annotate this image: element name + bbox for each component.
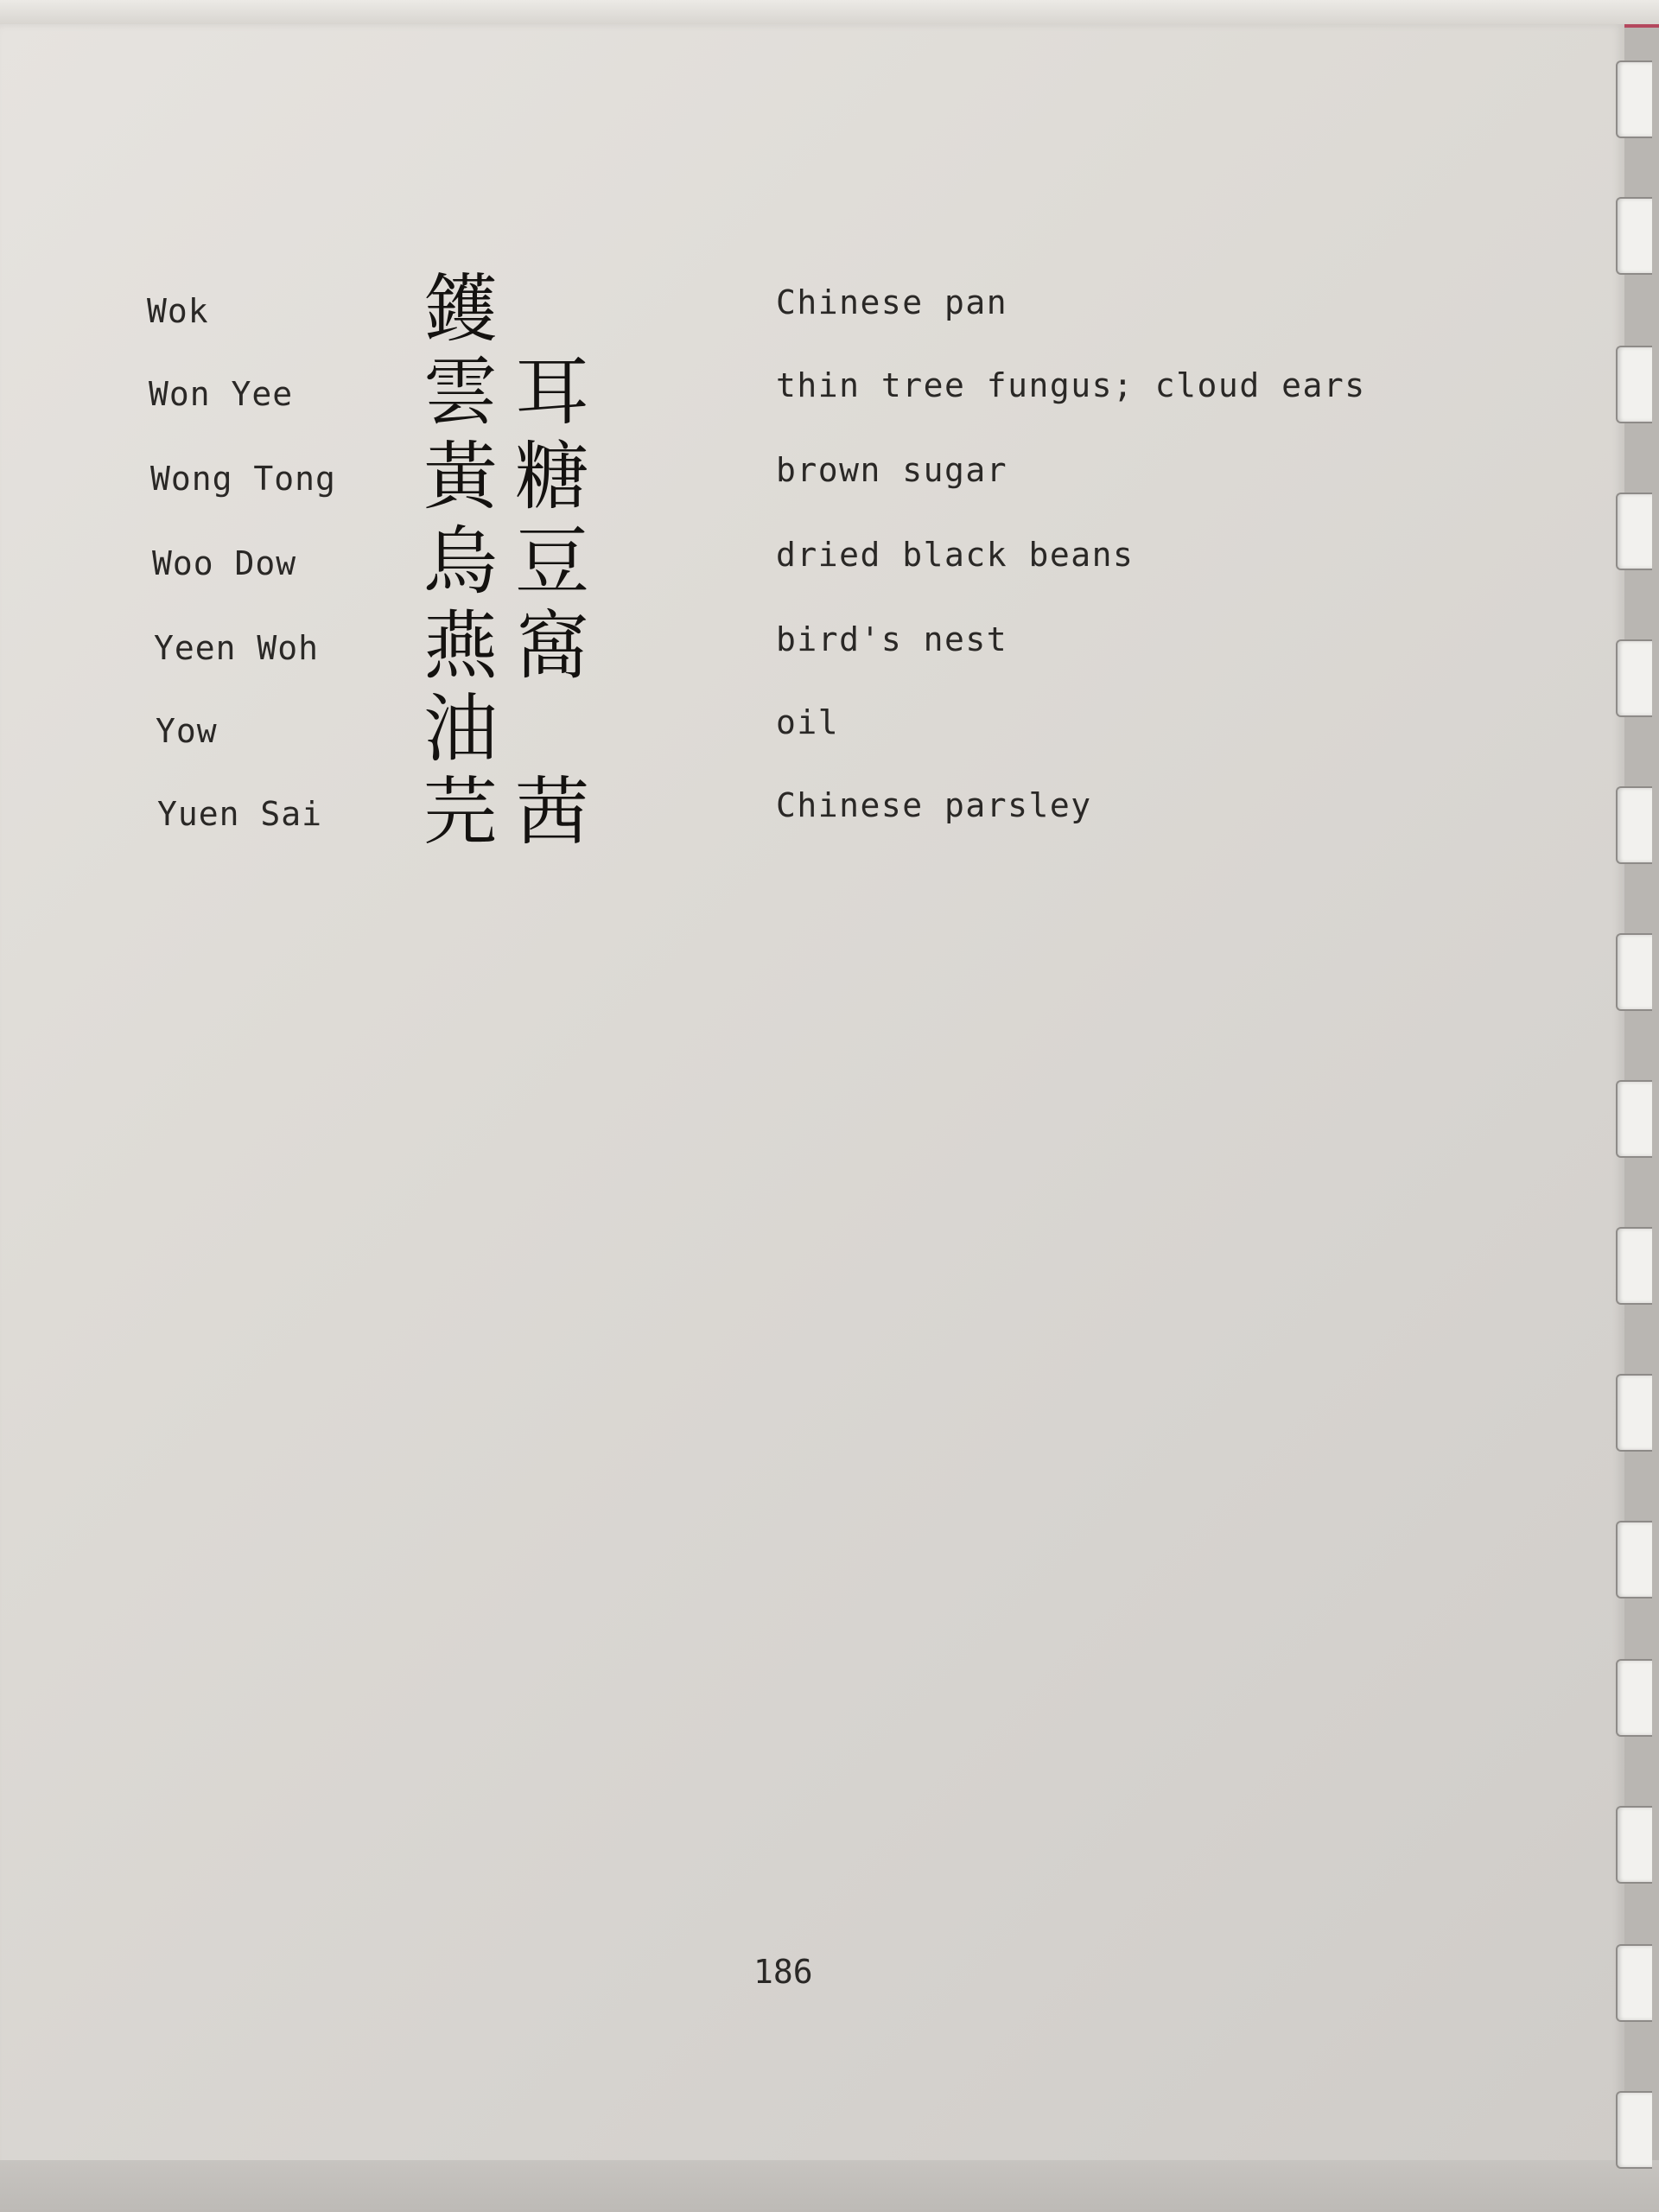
binding-hole (1616, 60, 1652, 138)
english-meaning: brown sugar (776, 451, 1008, 489)
romanized-term: Wong Tong (150, 460, 336, 498)
binding-hole (1616, 1521, 1652, 1599)
binding-hole (1616, 2091, 1652, 2169)
romanized-term: Yeen Woh (154, 629, 320, 667)
binding-hole (1616, 1080, 1652, 1158)
binding-hole (1616, 1944, 1652, 2022)
english-meaning: thin tree fungus; cloud ears (776, 366, 1366, 404)
binding-hole (1616, 493, 1652, 570)
english-meaning: Chinese parsley (776, 786, 1092, 824)
english-meaning: Chinese pan (776, 283, 1008, 321)
binding-hole (1616, 1227, 1652, 1305)
page-number: 186 (753, 1953, 813, 1991)
book-page (0, 24, 1624, 2184)
chinese-characters: 雲耳 (423, 349, 607, 435)
binding-hole (1616, 786, 1652, 864)
english-meaning: bird's nest (776, 620, 1008, 658)
glossary-entry (0, 769, 1555, 864)
glossary-entry (0, 349, 1555, 444)
english-meaning: dried black beans (776, 536, 1135, 574)
glossary-entry (0, 266, 1555, 361)
binding-hole (1616, 1659, 1652, 1737)
romanized-term: Yow (156, 712, 218, 750)
binding-hole (1616, 1374, 1652, 1452)
chinese-characters: 芫茜 (423, 769, 607, 855)
romanized-term: Won Yee (149, 375, 294, 413)
english-meaning: oil (776, 703, 840, 741)
glossary-entry (0, 434, 1555, 529)
chinese-characters: 油 (423, 686, 515, 772)
romanized-term: Yuen Sai (157, 795, 323, 833)
binding-hole (1616, 1806, 1652, 1884)
binding-hole (1616, 639, 1652, 717)
romanized-term: Wok (147, 292, 209, 330)
chinese-characters: 燕窩 (423, 603, 607, 690)
romanized-term: Woo Dow (152, 544, 297, 582)
chinese-characters: 烏豆 (423, 518, 607, 605)
glossary-entry (0, 603, 1555, 698)
binding-hole (1616, 197, 1652, 275)
glossary-entry (0, 518, 1555, 613)
binding-hole (1616, 346, 1652, 423)
chinese-characters: 鑊 (423, 266, 515, 353)
chinese-characters: 黃糖 (423, 434, 607, 520)
page-bottom-shadow (0, 2160, 1659, 2212)
binding-hole (1616, 933, 1652, 1011)
glossary-entry (0, 686, 1555, 781)
